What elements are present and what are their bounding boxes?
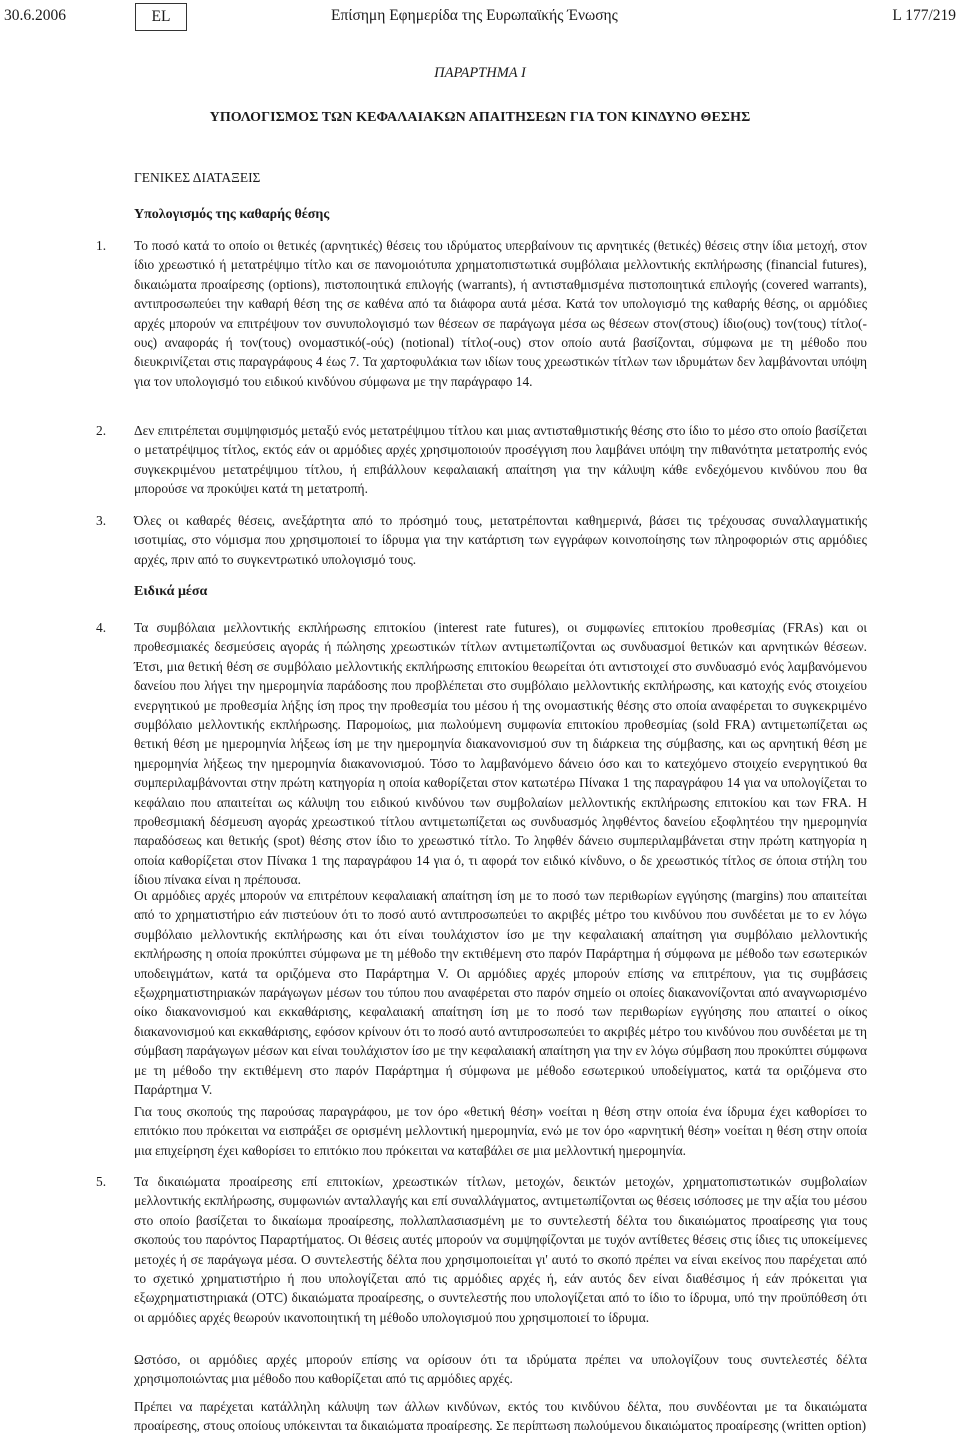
paragraph-4-margins: Οι αρμόδιες αρχές μπορούν να επιτρέπουν κεφαλαιακή απαίτηση ίση με το ποσό των περιθωρίων εγγύησης (margins) που απαιτείται από το χρηματιστήριο εάν πιστεύουν ότι το ποσό αυτό αντιπροσωπεύει το ακριβές μέτρο του κινδύνου που συνδέεται με το εν λόγω συμβόλαιο μελλοντικής εκπλήρωσης και ότι είναι τουλάχιστον ίσο με την κεφαλαιακή απαίτηση για συμβόλαιο μελλοντικής εκπλήρωσης η οποία προκύπτει σύμφωνα με τη μέθοδο την εκτιθέμενη στο παρόν Παράρτημα ή σύμφωνα με μέθοδο των εσωτερικών υποδειγμάτων, κατά τα οριζόμενα στο Παράρτημα V. Οι αρμόδιες αρχές μπορούν επίσης να επιτρέπουν, για τις συμβάσεις εξωχρηματιστηριακών παράγωγων μέσων του τύπου που αναφέρεται στο παρόν σημείο οι οποίες διακανονίζονται από αναγνωρισμένο οίκο διακανονισμού και εκκαθάρισης, κεφαλαιακή απαίτηση ίση με το ποσό των περιθωρίων εγγύησης που απαιτεί ο οίκος διακανονισμού και εκκαθάρισης, εφόσον κρίνουν ότι το ποσό αυτό αντιπροσωπεύει το ακριβές μέτρο του κινδύνου που συνδέεται με τη σύμβαση παράγωγων μέσων και είναι τουλάχιστον ίσο με την κεφαλαιακή απαίτηση για την εν λόγω σύμβαση που προκύπτει σύμφωνα με τη μέθοδο την εκτιθέμενη στο παρόν Παράρτημα ή σύμφωνα με μέθοδο εσωτερικού υποδείγματος, κατά τα οριζόμενα στο Παράρτημα V.	[134, 888, 867, 1098]
annex-title: ΠΑΡΑΡΤΗΜΑ I	[434, 65, 526, 81]
page-header	[0, 0, 960, 36]
paragraph-number: 4.	[96, 620, 107, 635]
page-reference: L 177/219	[892, 7, 956, 24]
paragraph-5: Τα δικαιώματα προαίρεσης επί επιτοκίων, χρεωστικών τίτλων, μετοχών, δεικτών μετοχών, χρηματοπιστωτικών συμβολαίων μελλοντικής εκπλήρωσης, συμφωνιών ανταλλαγής και επί συναλλάγματος, αντιμετωπίζονται ως θέσεις ισόποσες με την αξία του μέσου στο οποίο βασίζεται το δικαίωμα προαίρεσης, πολλαπλασιασμένη με το συντελεστή δέλτα του δικαιώματος προαίρεσης για τους σκοπούς του παρόντος Παραρτήματος. Οι θέσεις αυτές μπορούν να συμψηφίζονται με τυχόν αντίθετες θέσεις στις ίδιες τις υποκείμενες μετοχές ή σε παράγωγα μέσα. Ο συντελεστής δέλτα που χρησιμοποιείται γι' αυτό το σκοπό πρέπει να είναι εκείνος που παρέχεται από το σχετικό χρηματιστήριο ή που υπολογίζεται από τις αρμόδιες αρχές ή, εάν αυτός δεν είναι διαθέσιμος ή εάν πρόκειται για εξωχρηματιστηριακά (OTC) δικαιώματα προαίρεσης, ο συντελεστής που υπολογίζεται από το ίδιο το ίδρυμα, υπό την προϋπόθεση ότι οι αρμόδιες αρχές θεωρούν ικανοποιητική τη μέθοδο υπολογισμού που χρησιμοποιεί το ίδρυμα.	[134, 1174, 867, 1325]
paragraph-5-other-risks: Πρέπει να παρέχεται κατάλληλη κάλυψη των άλλων κινδύνων, εκτός του κινδύνου δέλτα, που συνδέονται με τα δικαιώματα προαίρεσης, στους οποίους υπόκεινται τα δικαιώματα προαίρεσης. Σε περίπτωση πωλούμενου δικαιώματος προαίρεσης (written option)	[134, 1399, 867, 1434]
language-badge: EL	[135, 3, 187, 31]
paragraph-4: Τα συμβόλαια μελλοντικής εκπλήρωσης επιτοκίου (interest rate futures), οι συμφωνίες επιτοκίου προθεσμίας (FRAs) και οι προθεσμιακές δεσμεύσεις αγοράς ή πώλησης χρεωστικών τίτλων αντιμετωπίζονται ως συνδυασμοί θετικών και αρνητικών θέσεων. Έτσι, μια θετική θέση σε συμβόλαιο μελλοντικής εκπλήρωσης επιτοκίου θεωρείται ότι αντιστοιχεί στο συνδυασμό ενός λαμβανόμενου δανείου που λήγει την ημερομηνία παράδοσης που προβλέπεται στο συμβόλαιο μελλοντικής εκπλήρωσης, και κατοχής ενός στοιχείου ενεργητικού με προθεσμία λήξης ίση προς την προθεσμία του μέσου ή της ονομαστικής θέσης στο οποία αναφέρεται το συγκεκριμένο συμβόλαιο μελλοντικής εκπλήρωσης. Παρομοίως, μια πωλούμενη συμφωνία επιτοκίου προθεσμίας (sold FRA) αντιμετωπίζεται ως θετική θέση με ημερομηνία λήξεως ίση με την ημερομηνία διακανονισμού συν τη διάρκεια της σύμβασης, και ως αρνητική θέση με ημερομηνία λήξεως την ημερομηνία διακανονισμού. Τόσο το λαμβανόμενο δάνειο όσο και το κατεχόμενο στοιχείο ενεργητικού θα συμπεριλαμβάνονται στην πρώτη κατηγορία η οποία καθορίζεται στον κατωτέρω Πίνακα 1 της παραγράφου 14 για να υπολογίζεται το κεφάλαιο που απαιτείται ως κάλυψη του ειδικού κινδύνου των συμβολαίων μελλοντικής εκπλήρωσης επιτοκίου και των FRA. Η προθεσμιακή δέσμευση αγοράς χρεωστικού τίτλου αντιμετωπίζεται ως συνδυασμός ληφθέντος δανείου εξοφλητέου την ημερομηνία παραδόσεως και θετικής (spot) θέσης στον ίδιο το χρεωστικό τίτλο. Το ληφθέν δάνειο συμπεριλαμβάνεται στην πρώτη κατηγορία η οποία καθορίζεται στον Πίνακα 1 της παραγράφου 14 για ό, τι αφορά τον ειδικό κίνδυνο, ο δε χρεωστικός τίτλος σε όποια στήλη του ίδιου πίνακα είναι η πρέπουσα.	[134, 620, 867, 888]
special-instruments-heading: Ειδικά μέσα	[134, 584, 208, 599]
paragraph-number: 1.	[96, 238, 107, 253]
paragraph-number: 5.	[96, 1174, 107, 1189]
paragraph-4-definitions: Για τους σκοπούς της παρούσας παραγράφου, με τον όρο «θετική θέση» νοείται η θέση στην οποία ένα ίδρυμα έχει καθορίσει το επιτόκιο που πρόκειται να εισπράξει σε ορισμένη μελλοντική ημερομηνία, ενώ με τον όρο «αρνητική θέση» νοείται η θέση στην οποία μια επιχείρηση έχει καθορίσει το επιτόκιο που πρόκειται να καταβάλει σε μια μελλοντική ημερομηνία.	[134, 1104, 867, 1158]
paragraph-3: Όλες οι καθαρές θέσεις, ανεξάρτητα από το πρόσημό τους, μετατρέπονται καθημερινά, βάσει τις τρέχουσας συναλλαγματικής ισοτιμίας, στο νόμισμα που χρησιμοποιεί το ίδρυμα για την κατάρτιση των εγγράφων κοινοποίησης των πληροφοριών στις αρμόδιες αρχές, πριν από το συγκεντρωτικό υπολογισμό τους.	[134, 513, 867, 567]
paragraph-number: 3.	[96, 513, 107, 528]
paragraph-1: Το ποσό κατά το οποίο οι θετικές (αρνητικές) θέσεις του ιδρύματος υπερβαίνουν τις αρνητικές (θετικές) θέσεις στην ίδια μετοχή, στον ίδιο χρεωστικό ή μετατρέψιμο τίτλο και σε πανομοιότυπα χρηματοπιστωτικά συμβόλαια μελλοντικής εκπλήρωσης (financial futures), δικαιώματα προαίρεσης (options), πιστοποιητικά επιλογής (warrants), ή αντισταθμισμένα πιστοποιητικά επιλογής (covered warrants), αντιπροσωπεύει την καθαρή θέση της σε καθένα από τα διάφορα αυτά μέσα. Κατά τον υπολογισμό της καθαρής θέσης, οι αρμόδιες αρχές μπορούν να επιτρέψουν τον συνυπολογισμό των θέσεων σε παράγωγα μέσα ως θέσεων στον(στους) ίδιο(ους) τον(τους) τίτλο(-ους) αναφοράς ή τον(τους) ονομαστικό(-ούς) (notional) τίτλο(-ους) στον οποίο αυτά βασίζονται, σύμφωνα με τη μέθοδο που διευκρινίζεται στις παραγράφους 4 έως 7. Τα χαρτοφυλάκια των ιδίων τους χρεωστικών τίτλων των ιδρυμάτων δεν λαμβάνονται υπόψη για τον υπολογισμό του ειδικού κινδύνου σύμφωνα με την παράγραφο 14.	[134, 238, 867, 389]
paragraph-5-delta-method: Ωστόσο, οι αρμόδιες αρχές μπορούν επίσης να ορίσουν ότι τα ιδρύματα πρέπει να υπολογίζουν τους συντελεστές δέλτα χρησιμοποιώντας μια μέθοδο που καθορίζεται από τις αρμόδιες αρχές.	[134, 1352, 867, 1387]
header-date: 30.6.2006	[4, 7, 66, 24]
journal-title: Επίσημη Εφημερίδα της Ευρωπαϊκής Ένωσης	[331, 7, 618, 24]
general-provisions-heading: ΓΕΝΙΚΕΣ ΔΙΑΤΑΞΕΙΣ	[134, 170, 261, 185]
paragraph-2: Δεν επιτρέπεται συμψηφισμός μεταξύ ενός μετατρέψιμου τίτλου και μιας αντισταθμιστικής θέσης στο ίδιο το μέσο στο οποίο βασίζεται ο μετατρέψιμος τίτλος, εκτός εάν οι αρμόδιες αρχές χρησιμοποιούν προσέγγιση που λαμβάνει υπόψη την πιθανότητα μετατροπής ενός συγκεκριμένου μετατρέψιμου τίτλου, ή επιβάλλουν κεφαλαιακή απαίτηση για την κάλυψη κάθε ενδεχόμενου κινδύνου που θα μπορούσε να προκύψει κατά τη μετατροπή.	[134, 423, 867, 497]
net-position-heading: Υπολογισμός της καθαρής θέσης	[134, 207, 330, 222]
main-title: ΥΠΟΛΟΓΙΣΜΟΣ ΤΩΝ ΚΕΦΑΛΑΙΑΚΩΝ ΑΠΑΙΤΗΣΕΩΝ ΓΙΑ ΤΟΝ ΚΙΝΔΥΝΟ ΘΕΣΗΣ	[209, 110, 751, 125]
paragraph-number: 2.	[96, 423, 107, 438]
